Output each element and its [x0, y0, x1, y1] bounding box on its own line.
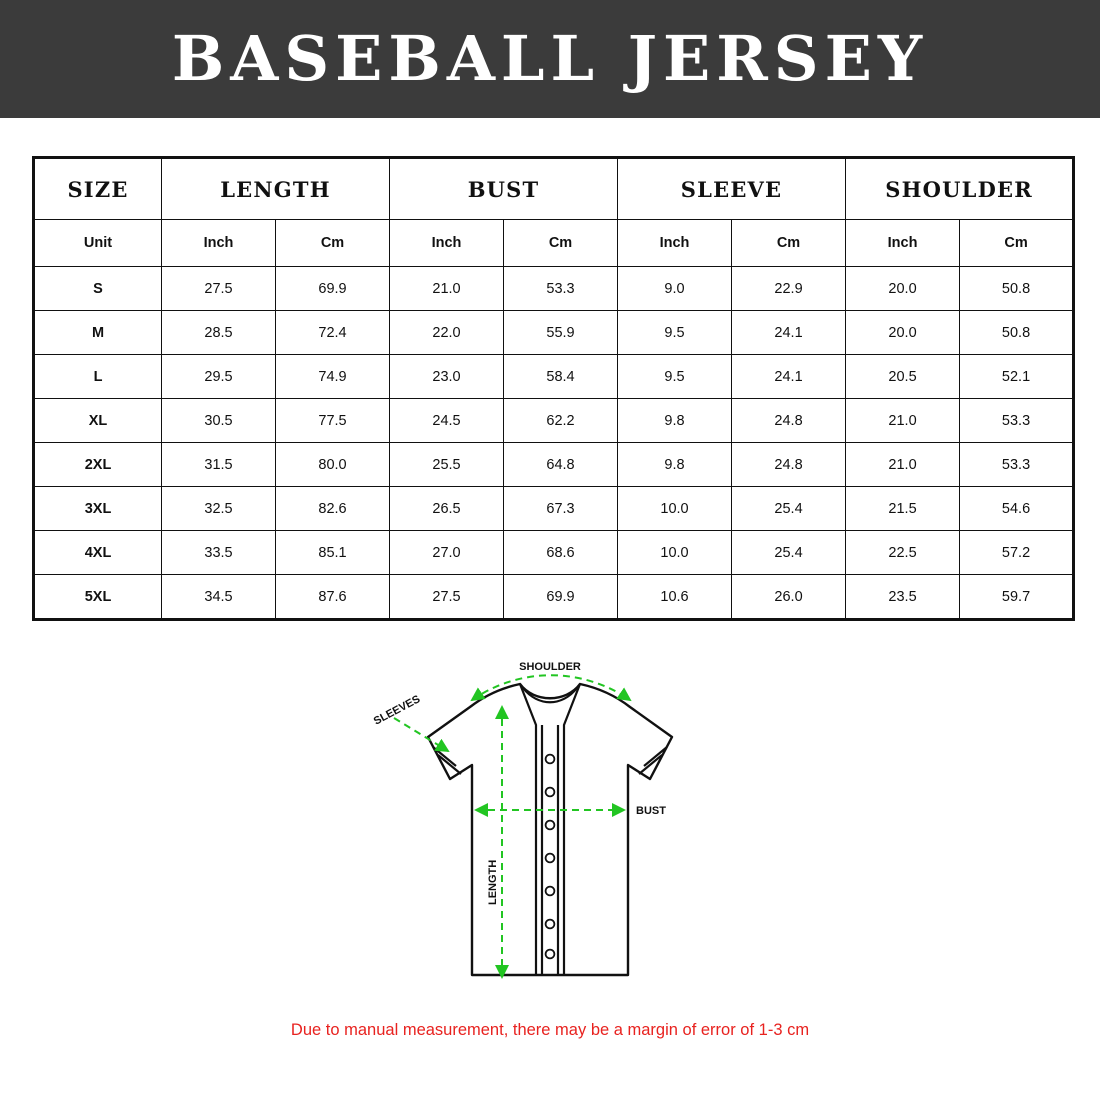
cell-bust-cm: 55.9 — [504, 311, 618, 355]
cell-bust-inch: 22.0 — [390, 311, 504, 355]
group-header-shoulder: SHOULDER — [846, 158, 1074, 220]
cell-bust-inch: 27.5 — [390, 575, 504, 620]
cell-sleeve-inch: 10.0 — [618, 487, 732, 531]
cell-bust-cm: 64.8 — [504, 443, 618, 487]
cell-size: 4XL — [34, 531, 162, 575]
cell-size: 5XL — [34, 575, 162, 620]
cell-shoulder-cm: 52.1 — [960, 355, 1074, 399]
cell-shoulder-inch: 21.5 — [846, 487, 960, 531]
cell-sleeve-cm: 25.4 — [732, 487, 846, 531]
cell-bust-inch: 21.0 — [390, 267, 504, 311]
cell-shoulder-inch: 21.0 — [846, 399, 960, 443]
cell-sleeve-inch: 9.8 — [618, 399, 732, 443]
unit-sleeve-inch: Inch — [618, 220, 732, 267]
cell-shoulder-inch: 22.5 — [846, 531, 960, 575]
unit-shoulder-cm: Cm — [960, 220, 1074, 267]
cell-bust-cm: 62.2 — [504, 399, 618, 443]
header-banner — [0, 0, 1100, 118]
cell-shoulder-inch: 21.0 — [846, 443, 960, 487]
cell-sleeve-inch: 9.5 — [618, 311, 732, 355]
table-row — [34, 531, 1074, 575]
table-row — [34, 399, 1074, 443]
unit-sleeve-cm: Cm — [732, 220, 846, 267]
cell-bust-inch: 24.5 — [390, 399, 504, 443]
cell-size: M — [34, 311, 162, 355]
cell-bust-cm: 67.3 — [504, 487, 618, 531]
table-row — [34, 311, 1074, 355]
cell-bust-cm: 69.9 — [504, 575, 618, 620]
table-row — [34, 355, 1074, 399]
jersey-diagram — [320, 655, 780, 1015]
cell-size: 2XL — [34, 443, 162, 487]
cell-shoulder-inch: 20.0 — [846, 311, 960, 355]
cell-length-cm: 82.6 — [276, 487, 390, 531]
cell-shoulder-cm: 50.8 — [960, 267, 1074, 311]
cell-shoulder-cm: 59.7 — [960, 575, 1074, 620]
cell-sleeve-cm: 25.4 — [732, 531, 846, 575]
cell-shoulder-cm: 54.6 — [960, 487, 1074, 531]
unit-bust-inch: Inch — [390, 220, 504, 267]
cell-bust-inch: 25.5 — [390, 443, 504, 487]
table-row — [34, 267, 1074, 311]
cell-sleeve-inch: 10.0 — [618, 531, 732, 575]
page-title: BASEBALL JERSEY — [171, 22, 929, 95]
cell-shoulder-inch: 23.5 — [846, 575, 960, 620]
cell-sleeve-cm: 26.0 — [732, 575, 846, 620]
cell-length-cm: 85.1 — [276, 531, 390, 575]
table-row — [34, 443, 1074, 487]
cell-bust-cm: 53.3 — [504, 267, 618, 311]
cell-sleeve-inch: 10.6 — [618, 575, 732, 620]
cell-length-inch: 32.5 — [162, 487, 276, 531]
unit-bust-cm: Cm — [504, 220, 618, 267]
cell-bust-inch: 27.0 — [390, 531, 504, 575]
cell-length-inch: 28.5 — [162, 311, 276, 355]
group-header-sleeve: SLEEVE — [618, 158, 846, 220]
cell-size: L — [34, 355, 162, 399]
unit-length-inch: Inch — [162, 220, 276, 267]
cell-shoulder-cm: 53.3 — [960, 443, 1074, 487]
group-header-bust: BUST — [390, 158, 618, 220]
cell-length-cm: 77.5 — [276, 399, 390, 443]
cell-length-cm: 74.9 — [276, 355, 390, 399]
cell-sleeve-inch: 9.0 — [618, 267, 732, 311]
unit-length-cm: Cm — [276, 220, 390, 267]
cell-length-cm: 69.9 — [276, 267, 390, 311]
cell-length-inch: 31.5 — [162, 443, 276, 487]
cell-length-cm: 80.0 — [276, 443, 390, 487]
table-group-header-row — [34, 158, 1074, 220]
cell-sleeve-inch: 9.5 — [618, 355, 732, 399]
table-row — [34, 487, 1074, 531]
cell-sleeve-cm: 24.1 — [732, 355, 846, 399]
measurement-note: Due to manual measurement, there may be a margin of error of 1-3 cm — [290, 1021, 810, 1039]
cell-length-inch: 29.5 — [162, 355, 276, 399]
cell-shoulder-inch: 20.0 — [846, 267, 960, 311]
label-bust: BUST — [636, 805, 666, 817]
cell-size: 3XL — [34, 487, 162, 531]
cell-sleeve-cm: 24.8 — [732, 399, 846, 443]
cell-shoulder-cm: 57.2 — [960, 531, 1074, 575]
measurement-diagram-section — [0, 655, 1100, 1055]
label-shoulder: SHOULDER — [519, 661, 581, 673]
cell-length-inch: 33.5 — [162, 531, 276, 575]
table-row — [34, 575, 1074, 620]
cell-shoulder-cm: 53.3 — [960, 399, 1074, 443]
cell-sleeve-cm: 24.8 — [732, 443, 846, 487]
cell-length-inch: 27.5 — [162, 267, 276, 311]
cell-shoulder-cm: 50.8 — [960, 311, 1074, 355]
cell-bust-inch: 26.5 — [390, 487, 504, 531]
cell-bust-cm: 68.6 — [504, 531, 618, 575]
cell-length-inch: 34.5 — [162, 575, 276, 620]
label-sleeves: SLEEVES — [371, 693, 423, 728]
size-chart-section — [0, 118, 1100, 621]
cell-length-cm: 72.4 — [276, 311, 390, 355]
label-length: LENGTH — [487, 859, 499, 905]
cell-length-inch: 30.5 — [162, 399, 276, 443]
cell-shoulder-inch: 20.5 — [846, 355, 960, 399]
cell-size: XL — [34, 399, 162, 443]
cell-size: S — [34, 267, 162, 311]
cell-bust-inch: 23.0 — [390, 355, 504, 399]
group-header-size: SIZE — [34, 158, 162, 220]
cell-bust-cm: 58.4 — [504, 355, 618, 399]
cell-length-cm: 87.6 — [276, 575, 390, 620]
cell-sleeve-inch: 9.8 — [618, 443, 732, 487]
cell-sleeve-cm: 22.9 — [732, 267, 846, 311]
table-unit-row — [34, 220, 1074, 267]
group-header-length: LENGTH — [162, 158, 390, 220]
unit-label: Unit — [34, 220, 162, 267]
cell-sleeve-cm: 24.1 — [732, 311, 846, 355]
size-chart-table — [32, 156, 1075, 621]
unit-shoulder-inch: Inch — [846, 220, 960, 267]
